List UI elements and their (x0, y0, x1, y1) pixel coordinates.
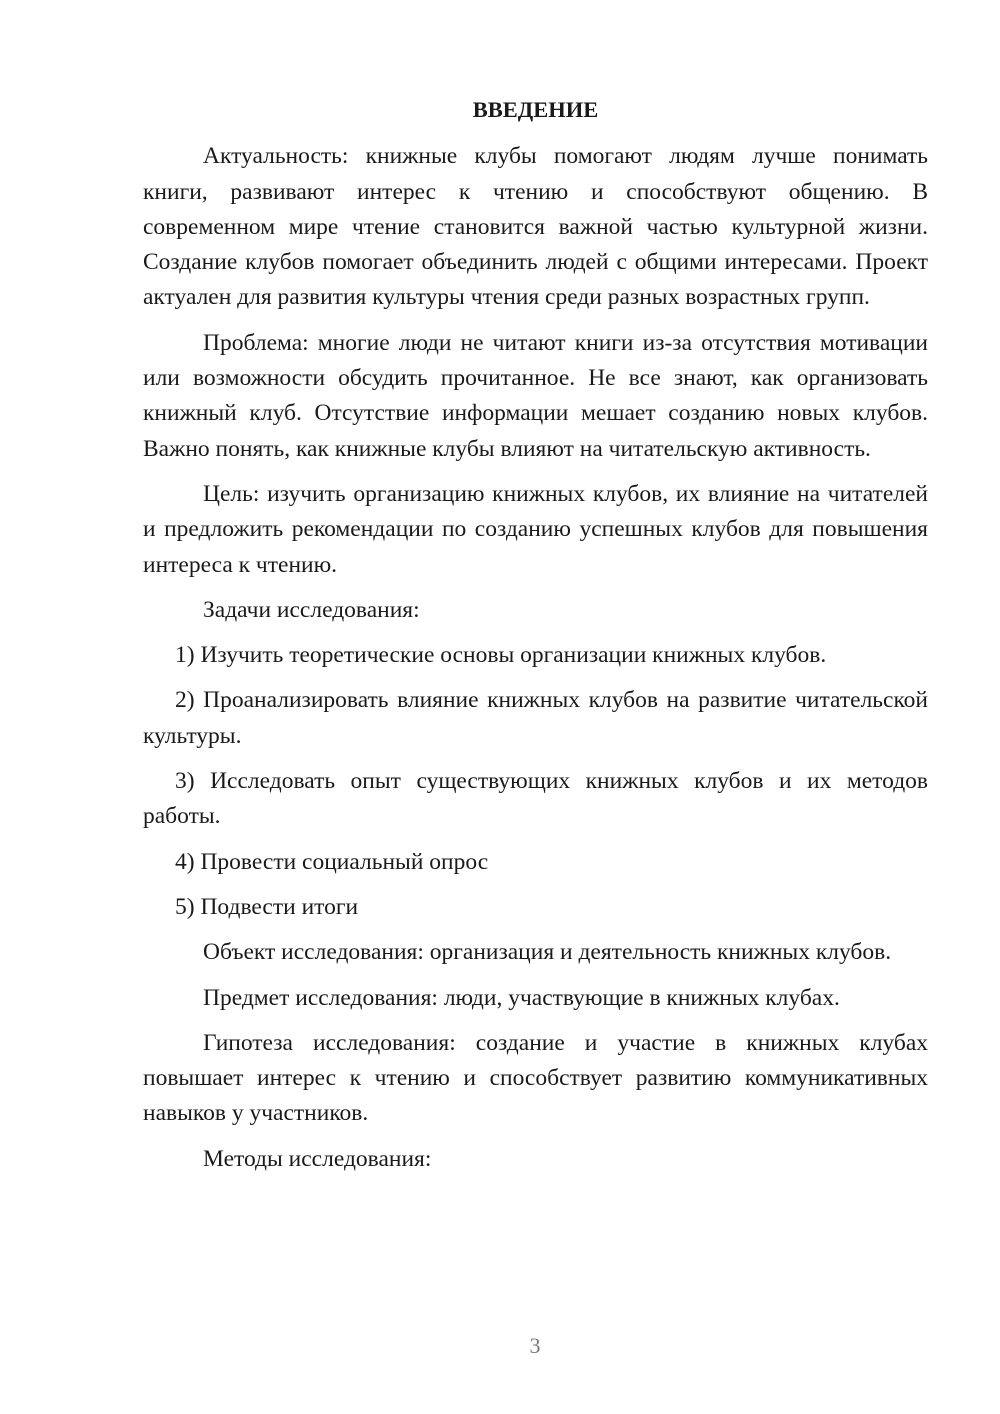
subject-paragraph: Предмет исследования: люди, участвующие в книжных клубах. (203, 984, 840, 1011)
object-paragraph: Объект исследования: организация и деятельность книжных клубов. (203, 939, 892, 966)
task-item-5: 5) Подвести итоги (175, 893, 359, 920)
methods-heading: Методы исследования: (203, 1145, 432, 1172)
page-number: 3 (529, 1333, 541, 1358)
document-body (143, 92, 928, 1187)
page-title: ВВЕДЕНИЕ (472, 97, 599, 122)
task-item-2: 2) Проанализировать влияние книжных клубов на развитие читательской культуры. (143, 687, 928, 749)
task-item-1: 1) Изучить теоретические основы организации книжных клубов. (175, 642, 827, 669)
relevance-paragraph: Актуальность: книжные клубы помогают людям лучше понимать книги, развивают интерес к чтению и способствуют общению. В современном мире чтение становится важной частью культурной жизни. Создание клубов помогает объединить людей с общими интересами. Проект актуален для развития культуры чтения среди разных возрастных групп. (143, 143, 928, 311)
task-item-4: 4) Провести социальный опрос (175, 848, 489, 875)
problem-paragraph: Проблема: многие люди не читают книги из-за отсутствия мотивации или возможности обсудить прочитанное. Не все знают, как организовать книжный клуб. Отсутствие информации мешает созданию новых клубов. Важно понять, как книжные клубы влияют на читательскую активность. (143, 329, 928, 462)
tasks-heading: Задачи исследования: (203, 596, 420, 623)
task-item-3: 3) Исследовать опыт существующих книжных клубов и их методов работы. (143, 768, 928, 830)
goal-paragraph: Цель: изучить организацию книжных клубов, их влияние на читателей и предложить рекомендации по созданию успешных клубов для повышения интереса к чтению. (143, 480, 928, 578)
hypothesis-paragraph: Гипотеза исследования: создание и участие в книжных клубах повышает интерес к чтению и способствует развитию коммуникативных навыков у участников. (143, 1029, 928, 1127)
